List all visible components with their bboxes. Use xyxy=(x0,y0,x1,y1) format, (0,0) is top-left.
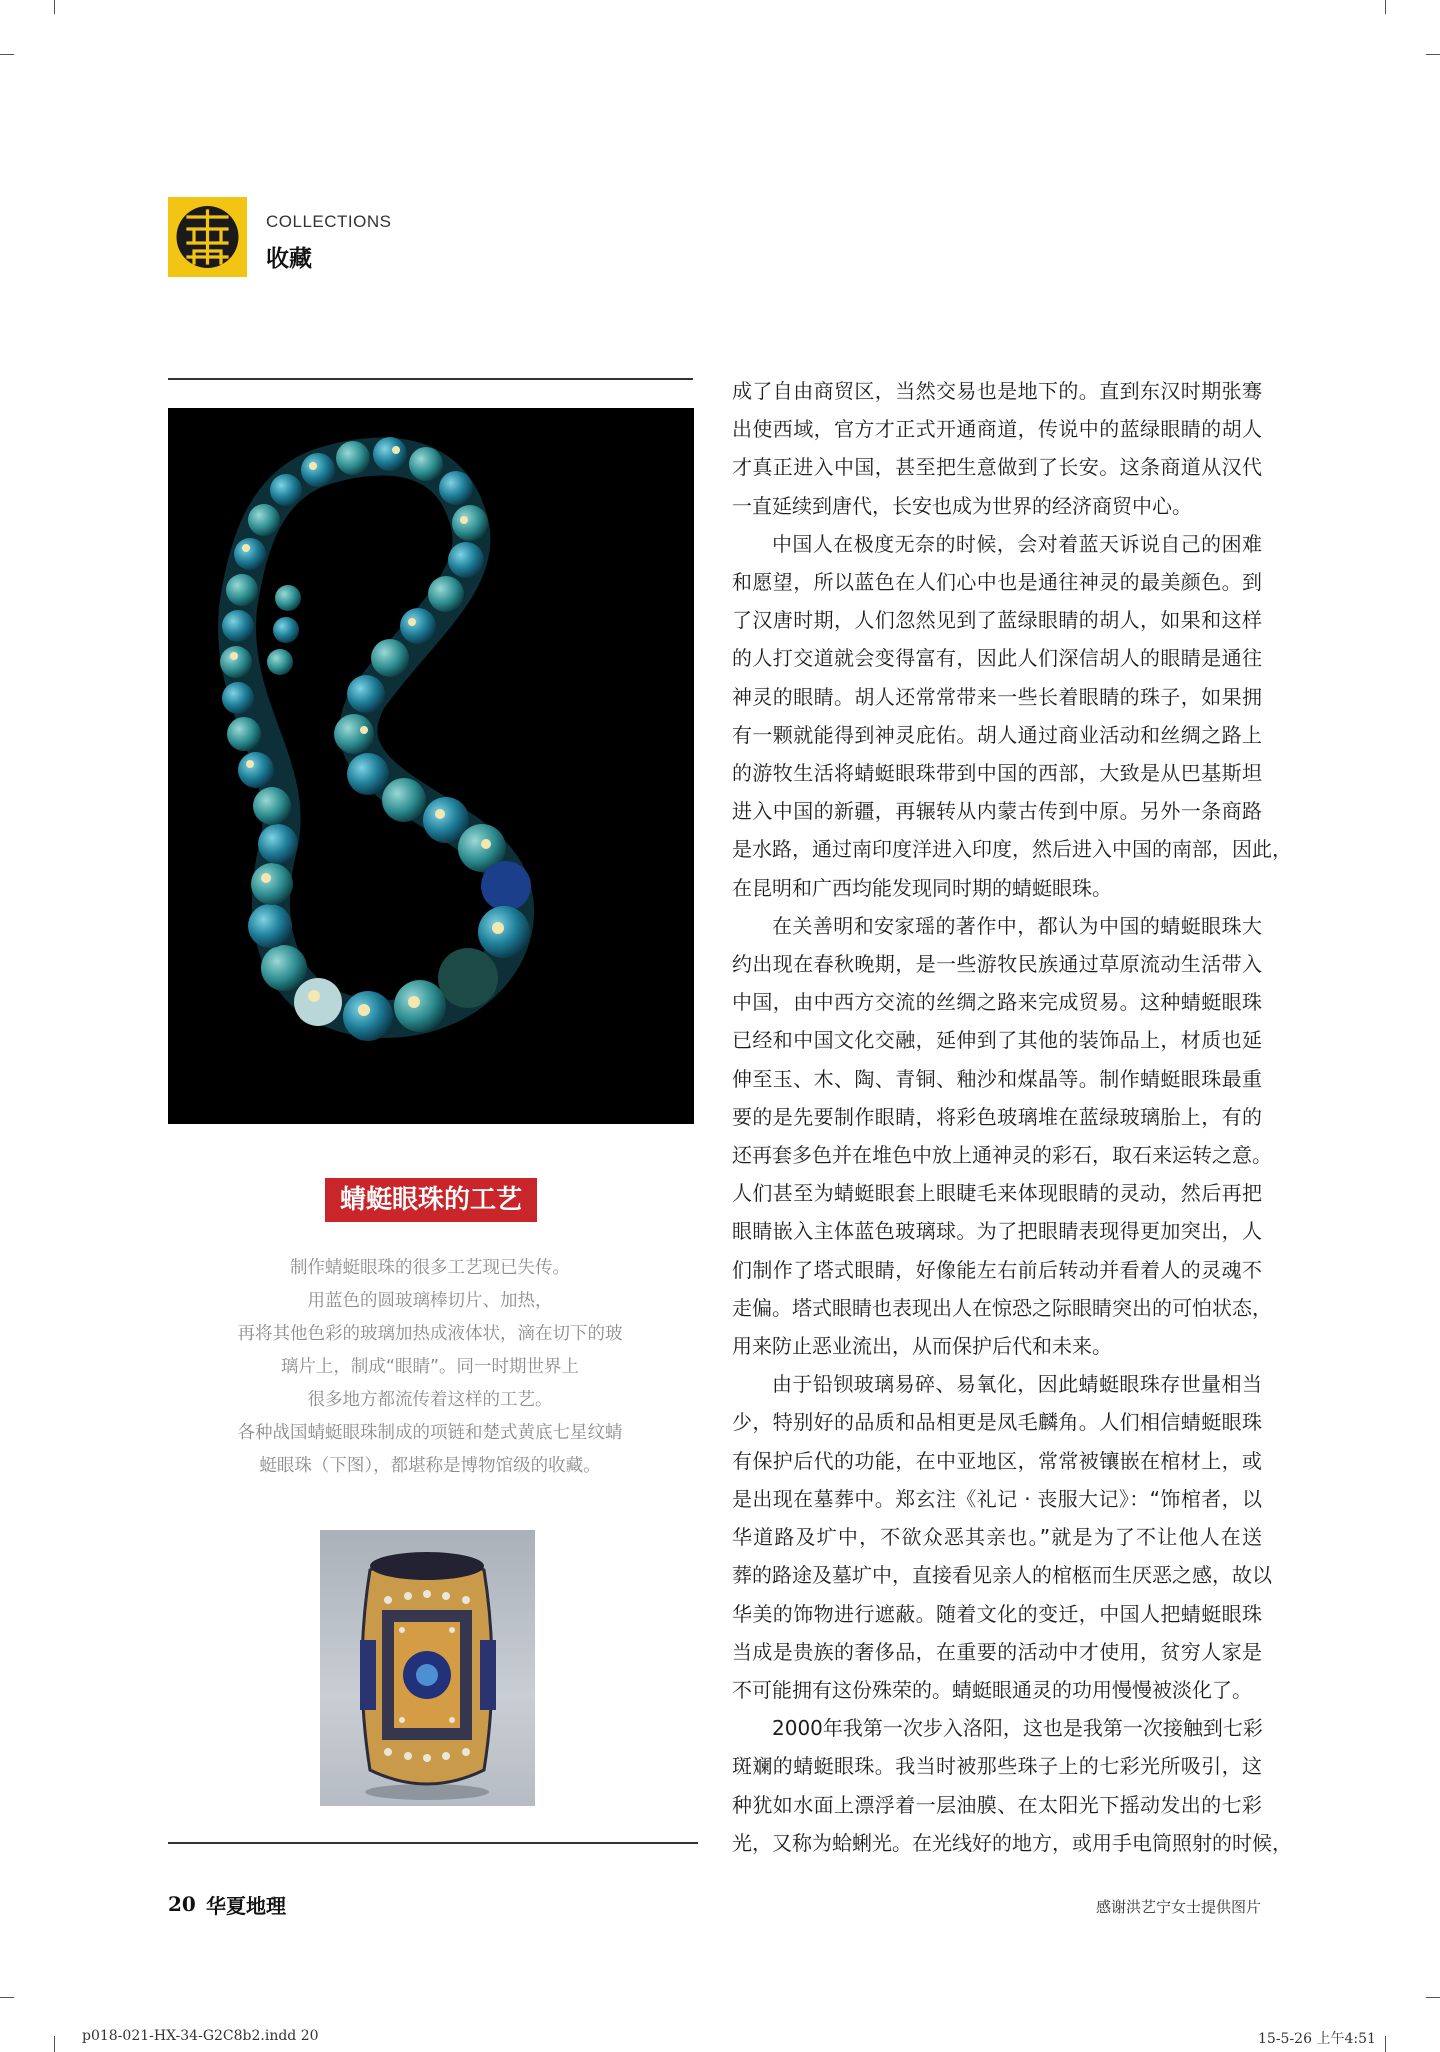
article-body xyxy=(732,372,1292,1862)
crop-mark xyxy=(1426,1997,1440,1998)
necklace-photo xyxy=(168,408,694,1124)
caption-line: 再将其他色彩的玻璃加热成液体状，滴在切下的玻 xyxy=(237,1324,623,1344)
text-line: 和愿望，所以蓝色在人们心中也是通往神灵的最美颜色。到 xyxy=(732,570,1262,595)
text-line: 光，又称为蛤蜊光。在光线好的地方，或用手电筒照射的时候， xyxy=(732,1830,1292,1855)
text-line: 进入中国的新疆，再辗转从内蒙古传到中原。另外一条商路 xyxy=(732,799,1262,824)
paragraph-3 xyxy=(732,907,1272,1365)
text-line: 华美的饰物进行遮蔽。随着文化的变迁，中国人把蜻蜓眼珠 xyxy=(732,1601,1262,1626)
magazine-name: 华夏地理 xyxy=(206,1894,286,1918)
text-line: 还再套多色并在堆色中放上通神灵的彩石，取石来运转之意。 xyxy=(732,1143,1272,1168)
bead-photo xyxy=(320,1530,535,1806)
photo-credit: 感谢洪艺宁女士提供图片 xyxy=(1096,1898,1262,1916)
paragraph-2 xyxy=(732,525,1292,907)
text-line: 种犹如水面上漂浮着一层油膜、在太阳光下摇动发出的七彩 xyxy=(732,1792,1262,1817)
paragraph-4 xyxy=(732,1365,1272,1709)
text-line: 用来防止恶业流出，从而保护后代和未来。 xyxy=(732,1334,1112,1359)
text-line: 少，特别好的品质和品相更是凤毛麟角。人们相信蜻蜓眼珠 xyxy=(732,1410,1262,1435)
caption-title: 蜻蜓眼珠的工艺 xyxy=(325,1178,537,1222)
caption-line: 璃片上，制成“眼睛”。同一时期世界上 xyxy=(280,1357,580,1377)
section-label-en: COLLECTIONS xyxy=(266,212,392,231)
text-line: 要的是先要制作眼睛，将彩色玻璃堆在蓝绿玻璃胎上，有的 xyxy=(732,1104,1262,1129)
text-line: 是水路，通过南印度洋进入印度，然后进入中国的南部，因此， xyxy=(732,837,1292,862)
text-line: 成了自由商贸区，当然交易也是地下的。直到东汉时期张骞 xyxy=(732,379,1262,403)
bottom-rule-left xyxy=(168,1842,698,1844)
text-line: 们制作了塔式眼睛，好像能左右前后转动并看着人的灵魂不 xyxy=(732,1257,1262,1282)
text-line: 当成是贵族的奢侈品，在重要的活动中才使用，贫穷人家是 xyxy=(732,1639,1262,1664)
text-line: 的人打交道就会变得富有，因此人们深信胡人的眼睛是通往 xyxy=(732,646,1262,671)
print-slug-date: 15-5-26 上午4:51 xyxy=(1258,2031,1376,2047)
caption-line: 用蓝色的圆玻璃棒切片、加热， xyxy=(307,1291,553,1311)
text-line: 是出现在墓葬中。郑玄注《礼记 · 丧服大记》：“饰棺者，以 xyxy=(732,1486,1262,1511)
text-line: 有一颗就能得到神灵庇佑。胡人通过商业活动和丝绸之路上 xyxy=(732,722,1262,747)
paragraph-1 xyxy=(732,372,1262,525)
top-rule-left xyxy=(168,378,693,380)
text-line: 斑斓的蜻蜓眼珠。我当时被那些珠子上的七彩光所吸引，这 xyxy=(732,1754,1262,1779)
text-line: 才真正进入中国，甚至把生意做到了长安。这条商道从汉代 xyxy=(732,455,1262,480)
crop-mark xyxy=(54,2036,55,2052)
text-line: 伸至玉、木、陶、青铜、釉沙和煤晶等。制作蜻蜓眼珠最重 xyxy=(732,1066,1262,1091)
text-line: 神灵的眼睛。胡人还常常带来一些长着眼睛的珠子，如果拥 xyxy=(732,684,1262,709)
caption-line: 制作蜻蜓眼珠的很多工艺现已失传。 xyxy=(290,1258,570,1278)
text-line: 已经和中国文化交融，延伸到了其他的装饰品上，材质也延 xyxy=(732,1028,1262,1053)
section-logo xyxy=(168,197,247,277)
crop-mark xyxy=(0,54,14,55)
caption-line: 各种战国蜻蜓眼珠制成的项链和楚式黄底七星纹蜻 xyxy=(237,1423,623,1443)
crop-mark xyxy=(1385,2036,1386,2052)
crop-mark xyxy=(1385,0,1386,14)
crop-mark xyxy=(0,1997,14,1998)
text-line: 走偏。塔式眼睛也表现出人在惊恐之际眼睛突出的可怕状态， xyxy=(732,1295,1272,1320)
page-number: 20 xyxy=(168,1892,196,1916)
text-line: 约出现在春秋晚期，是一些游牧民族通过草原流动生活带入 xyxy=(732,952,1262,977)
text-line: 有保护后代的功能，在中亚地区，常常被镶嵌在棺材上，或 xyxy=(732,1448,1262,1473)
necklace-image-icon xyxy=(168,408,694,1124)
crop-mark xyxy=(54,0,55,14)
text-line: 中国，由中西方交流的丝绸之路来完成贸易。这种蜻蜓眼珠 xyxy=(732,990,1262,1015)
text-line: 在关善明和安家瑶的著作中，都认为中国的蜻蜓眼珠大 xyxy=(772,913,1262,938)
seven-star-bead-icon xyxy=(320,1530,535,1806)
text-line: 在昆明和广西均能发现同时期的蜻蜓眼珠。 xyxy=(732,875,1112,900)
text-line: 由于铅钡玻璃易碎、易氧化，因此蜻蜓眼珠存世量相当 xyxy=(772,1372,1262,1397)
text-line: 中国人在极度无奈的时候，会对着蓝天诉说自己的困难 xyxy=(772,531,1262,556)
section-label-zh: 收藏 xyxy=(266,246,312,272)
caption-line: 蜓眼珠（下图），都堪称是博物馆级的收藏。 xyxy=(259,1456,601,1476)
print-slug-file: p018-021-HX-34-G2C8b2.indd 20 xyxy=(82,2028,319,2044)
caption-line: 很多地方都流传着这样的工艺。 xyxy=(307,1390,553,1410)
text-line: 葬的路途及墓圹中，直接看见亲人的棺柩而生厌恶之感，故以 xyxy=(732,1563,1272,1588)
text-line: 的游牧生活将蜻蜓眼珠带到中国的西部，大致是从巴基斯坦 xyxy=(732,761,1262,786)
caption-text xyxy=(215,1252,645,1483)
text-line: 了汉唐时期，人们忽然见到了蓝绿眼睛的胡人，如果和这样 xyxy=(732,608,1262,633)
text-line: 2000年我第一次步入洛阳，这也是我第一次接触到七彩 xyxy=(772,1716,1263,1741)
text-line: 不可能拥有这份殊荣的。蜻蜓眼通灵的功用慢慢被淡化了。 xyxy=(732,1677,1252,1702)
text-line: 出使西域，官方才正式开通商道，传说中的蓝绿眼睛的胡人 xyxy=(732,417,1262,442)
text-line: 华道路及圹中，不欲众恶其亲也。”就是为了不让他人在送 xyxy=(732,1525,1262,1550)
crop-mark xyxy=(1426,54,1440,55)
text-line: 人们甚至为蜻蜓眼套上眼睫毛来体现眼睛的灵动，然后再把 xyxy=(732,1181,1262,1206)
text-line: 一直延续到唐代，长安也成为世界的经济商贸中心。 xyxy=(732,493,1192,518)
paragraph-5 xyxy=(732,1709,1292,1862)
shou-symbol-icon xyxy=(174,203,241,271)
text-line: 眼睛嵌入主体蓝色玻璃球。为了把眼睛表现得更加突出，人 xyxy=(732,1219,1262,1244)
